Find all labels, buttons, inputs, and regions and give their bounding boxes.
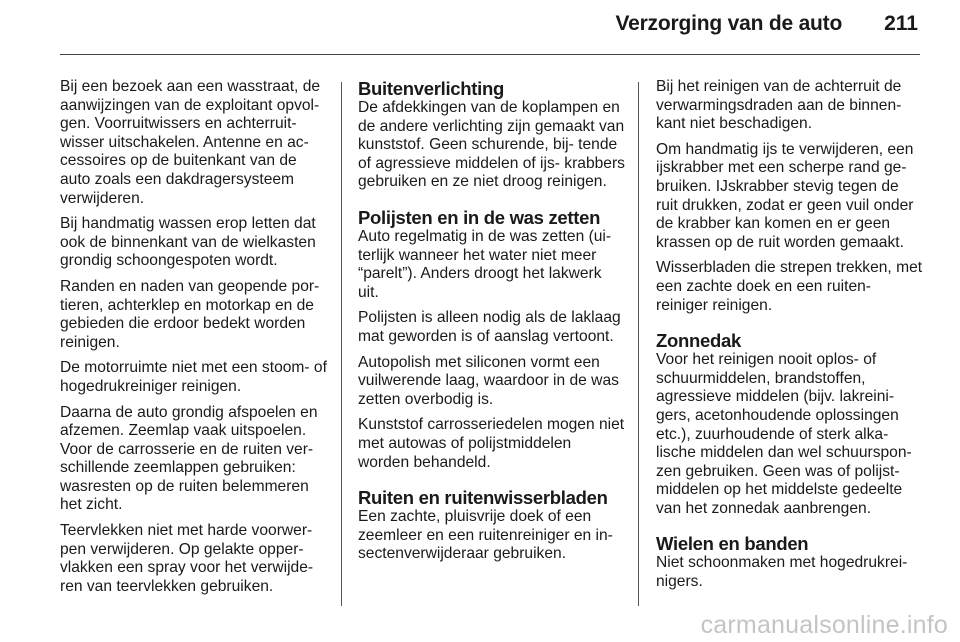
column-3 [656, 78, 924, 599]
column-divider [341, 82, 342, 606]
paragraph: Daarna de auto grondig afspoelen en afzemen. Zeemlap vaak uitspoelen. Voor de carrosserie en de ruiten ver- schillende zeemlappen gebruiken: wasresten op de ruiten belemmeren het zicht. [60, 403, 318, 514]
section-heading-polijsten: Polijsten en in de was zetten [358, 206, 601, 228]
column-divider [638, 82, 639, 606]
header-title: Verzorging van de auto [615, 12, 843, 35]
paragraph: Wisserbladen die strepen trekken, met een zachte doek en een ruiten- reiniger reinigen. [656, 259, 923, 314]
paragraph: Een zachte, pluisvrije doek of een zeemleer en een ruitenreiniger en in- sectenverwijderaar gebruiken. [358, 508, 613, 563]
paragraph: Bij een bezoek aan een wasstraat, de aanwijzingen van de exploitant opvol- gen. Voorruitwissers en achterruit- wisser uitschakelen. Antenne en ac- cessoires op de buitenkant van de auto zoals een dakdragersysteem verwijderen. [60, 78, 321, 207]
paragraph: De afdekkingen van de koplampen en de andere verlichting zijn gemaakt van kunststof. Geen schurende, bij- tende of agressieve middelen of ijs- krabbers gebruiken en ze niet droog reinigen. [358, 99, 625, 191]
paragraph: Bij het reinigen van de achterruit de verwarmingsdraden aan de binnen- kant niet beschadigen. [656, 78, 902, 133]
paragraph: Teervlekken niet met harde voorwer- pen verwijderen. Op gelakte opper- vlakken een spray voor het verwijde- ren van teervlekken gebruiken. [60, 522, 314, 595]
section-heading-wielen: Wielen en banden [656, 533, 809, 555]
page-header [615, 12, 918, 36]
paragraph: Voor het reinigen nooit oplos- of schuurmiddelen, brandstoffen, agressieve middelen (bijv. lakreini- gers, acetonhoudende oplossingen etc.), zuurhoudende of sterk alka- lische middelen dan wel schuurspon- zen gebruiken. Geen was of polijst- middelen op het middelste gedeelte van het zonnedak aanbrengen. [656, 351, 912, 517]
watermark: carmanualsonline.info [700, 611, 948, 639]
paragraph: Om handmatig ijs te verwijderen, een ijskrabber met een scherpe rand ge- bruiken. IJskrabber stevig tegen de ruit drukken, zodat er geen vuil onder de krabber kan komen en er geen krassen op de ruit worden gemaakt. [656, 140, 914, 251]
column-1 [60, 78, 328, 603]
section-heading-zonnedak: Zonnedak [656, 330, 741, 352]
paragraph: Niet schoonmaken met hogedrukrei- nigers. [656, 554, 908, 591]
page-number: 211 [884, 12, 918, 35]
paragraph: Autopolish met siliconen vormt een vuilwerende laag, waardoor in de was zetten overbodig is. [358, 353, 619, 408]
section-heading-ruiten: Ruiten en ruitenwisserbladen [358, 487, 608, 509]
paragraph: De motorruimte niet met een stoom- of hogedrukreiniger reinigen. [60, 359, 327, 395]
column-2 [358, 78, 626, 571]
paragraph: Kunststof carrosseriedelen mogen niet met autowas of polijstmiddelen worden behandeld. [358, 416, 625, 471]
paragraph: Polijsten is alleen nodig als de laklaag mat geworden is of aanslag vertoont. [358, 309, 621, 345]
paragraph: Bij handmatig wassen erop letten dat ook de binnenkant van de wielkasten grondig schoongespoten wordt. [60, 215, 316, 270]
paragraph: Randen en naden van geopende por- tieren, achterklep en motorkap en de gebieden die erdoor bedekt worden reinigen. [60, 277, 320, 351]
header-rule [60, 54, 920, 55]
section-heading-buitenverlichting: Buitenverlichting [358, 78, 504, 99]
paragraph: Auto regelmatig in de was zetten (ui- terlijk wanneer het water niet meer “parelt”). Anders droogt het lakwerk uit. [358, 227, 612, 301]
